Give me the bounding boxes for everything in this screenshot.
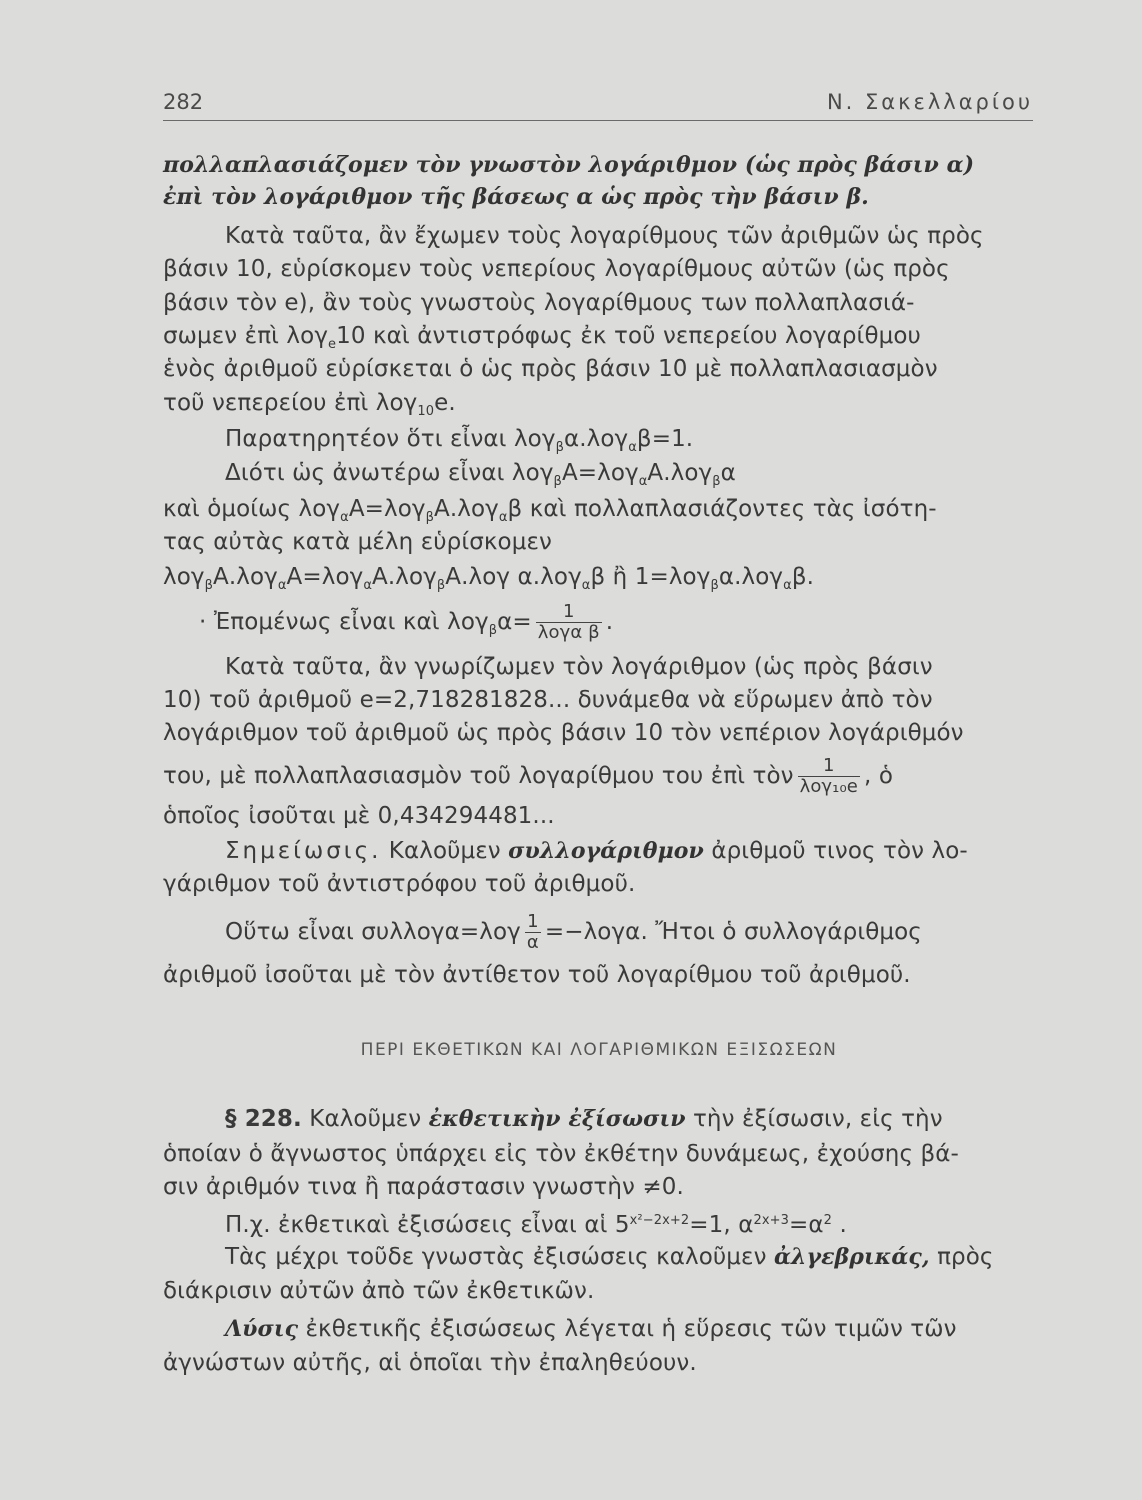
equation-line: λογ$_\beta$Α.λογ$_\alpha$Α=λογ$_\alpha$Α.λογ$_\beta$Α.λογ α.λογ$_\alpha$β ἢ 1=λογ$_\beta$α.λογ$_\alpha$β. <box>163 564 815 593</box>
equation-line: Οὕτω εἶναι συλλογα=λογ $\frac{1}{\alpha}$ =−λογα. Ἤτοι ὁ συλλογάριθμος <box>225 911 922 953</box>
text-line: πολλαπλασιάζομεν τὸν γνωστὸν λογάριθμον (ὡς πρὸς βάσιν α) <box>163 152 975 178</box>
text-line: § 228. Καλοῦμεν ἐκθετικὴν ἐξίσωσιν τὴν ἐξίσωσιν, εἰς τὴν <box>225 1106 943 1132</box>
text-line: διάκρισιν αὐτῶν ἀπὸ τῶν ἐκθετικῶν. <box>163 1278 595 1304</box>
equation-line: Παρατηρητέον ὅτι εἶναι λογ$_\beta$α.λογ$_\alpha$β=1. <box>225 426 694 455</box>
text-line: σιν ἀριθμόν τινα ἢ παράστασιν γνωστὴν ≠0. <box>163 1174 684 1200</box>
running-title: Ν. Σακελλαρίου <box>826 90 1033 114</box>
text-line: τοῦ νεπερείου ἐπὶ λογ$_{10}$e. <box>163 390 456 419</box>
equation-line: καὶ ὁμοίως λογ$_\alpha$Α=λογ$_\beta$Α.λογ$_\alpha$β καὶ πολλαπλασιάζοντες τὰς ἰσότη- <box>163 496 937 525</box>
equation-line: Διότι ὡς ἀνωτέρω εἶναι λογ$_\beta$Α=λογ$_\alpha$Α.λογ$_\beta$α <box>225 460 736 489</box>
text-line: γάριθμον τοῦ ἀντιστρόφου τοῦ ἀριθμοῦ. <box>163 871 636 897</box>
section-title: ΠΕΡΙ ΕΚΘΕΤΙΚΩΝ ΚΑΙ ΛΟΓΑΡΙΘΜΙΚΩΝ ΕΞΙΣΩΣΕΩΝ <box>360 1040 838 1060</box>
text-line: του, μὲ πολλαπλασιασμὸν τοῦ λογαρίθμου του ἐπὶ τὸν $\frac{1}{\text{λογ₁₀e}}$ , ὁ <box>163 755 893 797</box>
text-line: σωμεν ἐπὶ λογ$_e$10 καὶ ἀντιστρόφως ἐκ τοῦ νεπερείου λογαρίθμου <box>163 323 921 352</box>
text-line: Σημείωσις. Καλοῦμεν συλλογάριθμον ἀριθμοῦ τινος τὸν λο- <box>225 838 968 864</box>
fraction: $\frac{1}{\alpha}$ <box>526 911 539 953</box>
equation-line: · Ἐπομένως εἶναι καὶ λογ$_\beta$α= $\frac{1}{\text{λογα β}}$ . <box>199 601 614 643</box>
text-line: Κατὰ ταῦτα, ἂν ἔχωμεν τοὺς λογαρίθμους τῶν ἀριθμῶν ὡς πρὸς <box>225 223 984 249</box>
text-line: Κατὰ ταῦτα, ἂν γνωρίζωμεν τὸν λογάριθμον (ὡς πρὸς βάσιν <box>225 654 933 680</box>
fraction: $\frac{1}{\text{λογ₁₀e}}$ <box>799 755 858 797</box>
equation-line: Π.χ. ἐκθετικαὶ ἐξισώσεις εἶναι αἱ $5^{x^2-2x+2}=1$, $\alpha^{2x+3}=\alpha^2$ . <box>225 1212 847 1238</box>
text-line: λογάριθμον τοῦ ἀριθμοῦ ὡς πρὸς βάσιν 10 τὸν νεπέριον λογάριθμόν <box>163 720 964 746</box>
text-line: βάσιν 10, εὑρίσκομεν τοὺς νεπερίους λογαρίθμους αὐτῶν (ὡς πρὸς <box>163 256 950 282</box>
page-header <box>163 86 1033 121</box>
text-line: ἑνὸς ἀριθμοῦ εὑρίσκεται ὁ ὡς πρὸς βάσιν 10 μὲ πολλαπλασιασμὸν <box>163 356 938 382</box>
text-line: Λύσις ἐκθετικῆς ἐξισώσεως λέγεται ἡ εὕρεσις τῶν τιμῶν τῶν <box>225 1316 957 1342</box>
text-line: ἀριθμοῦ ἰσοῦται μὲ τὸν ἀντίθετον τοῦ λογαρίθμου τοῦ ἀριθμοῦ. <box>163 962 911 988</box>
text-line: ἀγνώστων αὐτῆς, αἱ ὁποῖαι τὴν ἐπαληθεύουν. <box>163 1350 697 1376</box>
text-line: τας αὐτὰς κατὰ μέλη εὑρίσκομεν <box>163 529 552 555</box>
text-line: Τὰς μέχρι τοῦδε γνωστὰς ἐξισώσεις καλοῦμεν ἀλγεβρικάς, πρὸς <box>225 1244 994 1270</box>
text-line: ὁποίαν ὁ ἄγνωστος ὑπάρχει εἰς τὸν ἐκθέτην δυνάμεως, ἐχούσης βά- <box>163 1141 959 1167</box>
text-line: 10) τοῦ ἀριθμοῦ e=2,718281828... δυνάμεθα νὰ εὕρωμεν ἀπὸ τὸν <box>163 687 933 713</box>
fraction: $\frac{1}{\text{λογα β}}$ <box>537 601 600 643</box>
text-line: ὁποῖος ἰσοῦται μὲ 0,434294481... <box>163 803 555 829</box>
page-number: 282 <box>163 90 204 114</box>
text-line: βάσιν τὸν e), ἂν τοὺς γνωστοὺς λογαρίθμους των πολλαπλασιά- <box>163 290 915 316</box>
text-line: ἐπὶ τὸν λογάριθμον τῆς βάσεως α ὡς πρὸς τὴν βάσιν β. <box>163 184 869 210</box>
